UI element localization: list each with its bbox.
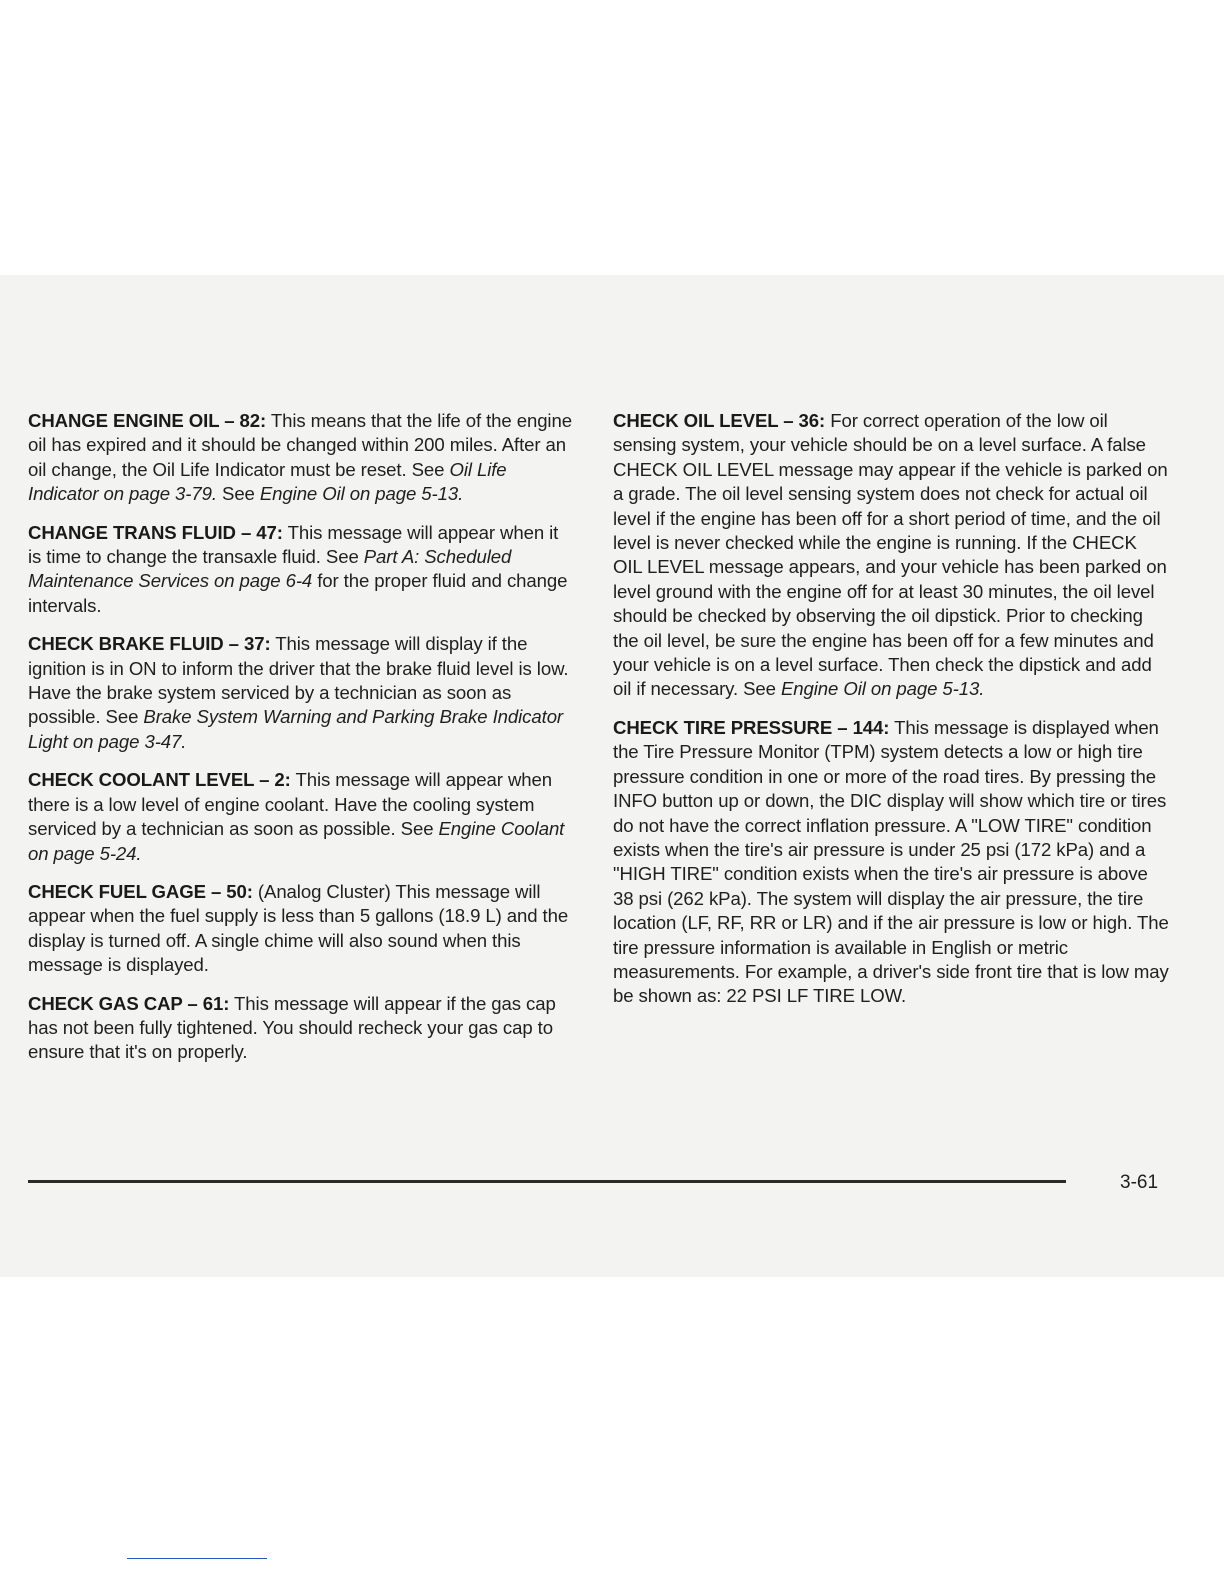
right-column (613, 409, 1169, 1023)
entry-text: This message is displayed when the Tire Pressure Monitor (TPM) system detects a low or high tire pressure condition in one or more of the road tires. By pressing the INFO button up or down, the DIC display will show which tire or tires do not have the correct inflation pressure. A "LOW TIRE" condition exists when the tire's air pressure is under 25 psi (172 kPa) and a "HIGH TIRE" condition exists when the tire's air pressure is above 38 psi (262 kPa). The system will display the air pressure, the tire location (LF, RF, RR or LR) and if the air pressure is low or high. The tire pressure information is available in English or metric measurements. For example, a driver's side front tire that is low may be shown as: 22 PSI LF TIRE LOW. (613, 716, 1169, 1007)
entry-heading: CHECK FUEL GAGE – 50: (28, 880, 253, 902)
entry-heading: CHANGE TRANS FLUID – 47: (28, 521, 283, 543)
cross-reference: Engine Oil on page 5-13. (780, 678, 985, 700)
entry-check-fuel-gage (28, 880, 576, 978)
entry-check-tire-pressure (613, 716, 1169, 1009)
entry-text: (Analog Cluster) This message will appear when the fuel supply is less than 5 gallons (18.9 L) and the display is turned off. A single chime will also sound when this message is displayed. (28, 880, 569, 976)
bottom-link-underline[interactable] (127, 1558, 267, 1559)
entry-heading: CHECK TIRE PRESSURE – 144: (613, 716, 890, 738)
entry-text: This message will appear when there is a low level of engine coolant. Have the cooling system serviced by a technician as soon as possible. See (28, 769, 553, 840)
entry-change-engine-oil (28, 409, 576, 507)
left-column (28, 409, 576, 1079)
entry-change-trans-fluid (28, 521, 576, 619)
entry-text: This means that the life of the engine oil has expired and it should be changed within 200 miles. After an oil change, the Oil Life Indicator must be reset. See (28, 410, 572, 480)
entry-text: for the proper fluid and change intervals. (28, 570, 568, 616)
entry-text: This message will appear if the gas cap has not been fully tightened. You should recheck your gas cap to ensure that it's on properly. (28, 992, 556, 1063)
entry-heading: CHECK OIL LEVEL – 36: (613, 410, 826, 431)
entry-text: This message will display if the ignition is in ON to inform the driver that the brake fluid level is low. Have the brake system serviced by a technician as soon as possible. See (28, 633, 569, 728)
entry-text: For correct operation of the low oil sensing system, your vehicle should be on a level surface. A false CHECK OIL LEVEL message may appear if the vehicle is parked on a grade. The oil level sensing system does not check for actual oil level if the engine has been off for a short period of time, and the oil level is never checked while the engine is running. If the CHECK OIL LEVEL message appears, and your vehicle has been parked on level ground with the engine off for at least 30 minutes, the oil level should be checked by observing the oil dipstick. Prior to checking the oil level, be sure the engine has been off for a few minutes and your vehicle is on a level surface. Then check the dipstick and add oil if necessary. See (613, 410, 1168, 700)
entry-heading: CHECK BRAKE FLUID – 37: (28, 633, 271, 655)
entry-text: See (216, 483, 260, 505)
entry-heading: CHANGE ENGINE OIL – 82: (28, 410, 267, 431)
entry-check-oil-level (613, 409, 1169, 702)
cross-reference: Part A: Scheduled Maintenance Services on page 6-4 (28, 546, 512, 592)
footer-rule (28, 1180, 1066, 1183)
cross-reference: Engine Oil on page 5-13. (259, 483, 464, 505)
page-number: 3-61 (1120, 1172, 1159, 1193)
cross-reference: Oil Life Indicator on page 3-79. (28, 458, 507, 505)
entry-heading: CHECK GAS CAP – 61: (28, 992, 230, 1014)
entry-check-brake-fluid (28, 632, 576, 754)
entry-check-gas-cap (28, 992, 576, 1065)
cross-reference: Brake System Warning and Parking Brake Indicator Light on page 3-47. (28, 706, 564, 752)
entry-check-coolant-level (28, 768, 576, 866)
cross-reference: Engine Coolant on page 5-24. (28, 818, 565, 864)
entry-heading: CHECK COOLANT LEVEL – 2: (28, 769, 291, 791)
entry-text: This message will appear when it is time to change the transaxle fluid. See (28, 521, 559, 568)
